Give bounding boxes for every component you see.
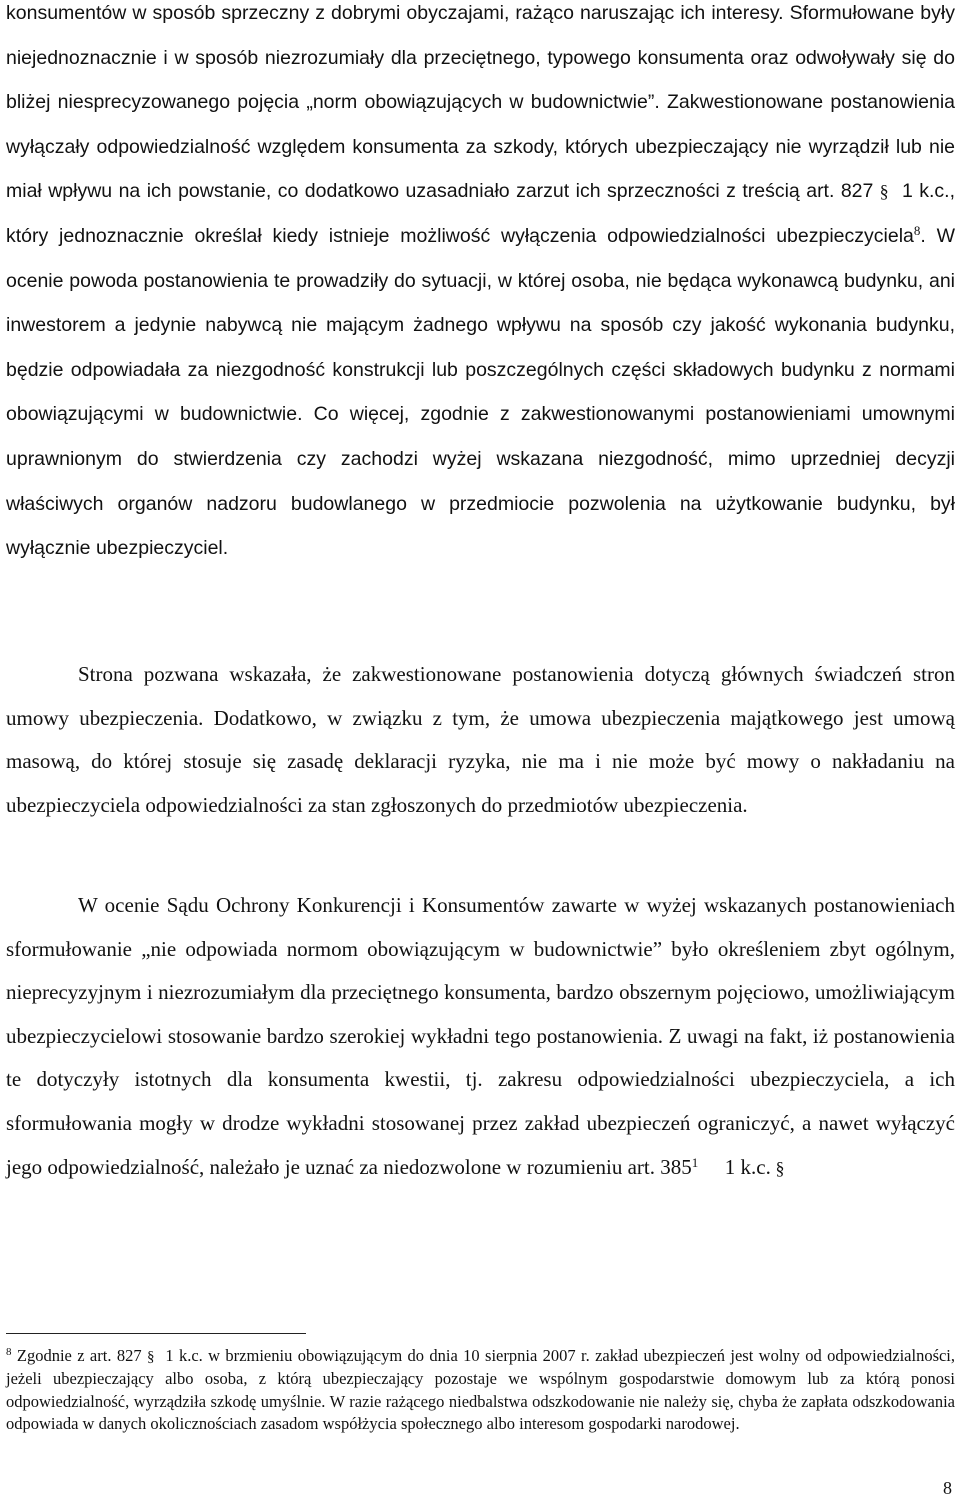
paragraph-3-text-a: W ocenie Sądu Ochrony Konkurencji i Konsumentów zawarte w wyżej wskazanych postanowieniach sformułowanie „nie odpowiada normom obowiązującym w budownictwie” było określeniem zbyt ogólnym, nieprecyzyjnym i niezrozumiałym dla przeciętnego konsumenta, bardzo obszernym pojęciowo, umożliwiającym ubezpieczycielowi stosowanie bardzo szerokiej wykładni tego postanowienia. Z uwagi na fakt, iż postanowienia te dotyczyły istotnych dla konsumenta kwestii, tj. zakresu odpowiedzialności ubezpieczyciela, a ich sformułowania mogły w drodze wykładni stosowanej przez zakład ubezpieczeń ograniczyć, a nawet wyłączyć jego odpowiedzialność, należało je uznać za niedozwolone w rozumieniu art. 385	[6, 893, 955, 1179]
footnote-text-a: Zgodnie z art. 827	[16, 1346, 142, 1365]
footnote-separator	[6, 1333, 306, 1334]
section-sign: §	[146, 1349, 155, 1365]
footnote-8	[6, 1345, 955, 1435]
page-number: 8	[943, 1478, 952, 1498]
superscript-one: 1	[691, 1154, 699, 1170]
paragraph-1-text-a: konsumentów w sposób sprzeczny z dobrymi obyczajami, rażąco naruszając ich interesy. Sformułowane były niejednoznacznie i w sposób niezrozumiały dla przeciętnego, typowego konsumenta oraz odwoływały się do bliżej niesprecyzowanego pojęcia „norm obowiązujących w budownictwie”. Zakwestionowane postanowienia wyłączały odpowiedzialność względem konsumenta za szkody, których ubezpieczający nie wyrządził lub nie miał wpływu na ich powstanie, co dodatkowo uzasadniało zarzut ich sprzeczności z treścią art. 827	[6, 2, 955, 203]
paragraph-1-text-b: 1 k.c., który jednoznacznie określał kiedy istnieje możliwość wyłączenia odpowiedzialności ubezpieczyciela	[6, 180, 955, 247]
footnote-number: 8	[6, 1346, 12, 1358]
section-sign: §	[879, 181, 889, 202]
paragraph-3	[6, 884, 955, 1190]
footnote-text-b: 1 k.c. w brzmieniu obowiązującym do dnia 10 sierpnia 2007 r. zakład ubezpieczeń jest wolny od odpowiedzialności, jeżeli ubezpieczający albo osoba, z którą ubezpieczający pozostaje we wspólnym gospodarstwie domowym lub za którą ponosi odpowiedzialność, wyrządziła szkodę umyślnie. W razie rażącego niedbalstwa odszkodowanie nie należy się, chyba że zapłata odszkodowania odpowiada w danych okolicznościach zasadom współżycia społecznego albo interesom gospodarki narodowej.	[6, 1346, 956, 1433]
footnote-reference[interactable]: 8	[913, 222, 921, 238]
section-sign: §	[775, 1157, 785, 1178]
paragraph-3-text-b: 1 k.c.	[724, 1154, 771, 1179]
paragraph-1-text-c: . W ocenie powoda postanowienia te prowadziły do sytuacji, w której osoba, nie będąca wykonawcą budynku, ani inwestorem a jedynie nabywcą nie mającym żadnego wpływu na sposób czy jakość wykonania budynku, będzie odpowiadała za niezgodność konstrukcji lub poszczególnych części składowych budynku z normami obowiązującymi w budownictwie. Co więcej, zgodnie z zakwestionowanymi postanowieniami umownymi uprawnionym do stwierdzenia czy zachodzi wyżej wskazana niezgodność, mimo uprzedniej decyzji właściwych organów nadzoru budowlanego w przedmiocie pozwolenia na użytkowanie budynku, był wyłącznie ubezpieczyciel.	[6, 224, 955, 560]
paragraph-1	[6, 0, 955, 571]
paragraph-2: Strona pozwana wskazała, że zakwestionowane postanowienia dotyczą głównych świadczeń stron umowy ubezpieczenia. Dodatkowo, w związku z tym, że umowa ubezpieczenia majątkowego jest umową masową, do której stosuje się zasadę deklaracji ryzyka, nie ma i nie może być mowy o nakładaniu na ubezpieczyciela odpowiedzialności za stan zgłoszonych do przedmiotów ubezpieczenia.	[6, 662, 955, 817]
